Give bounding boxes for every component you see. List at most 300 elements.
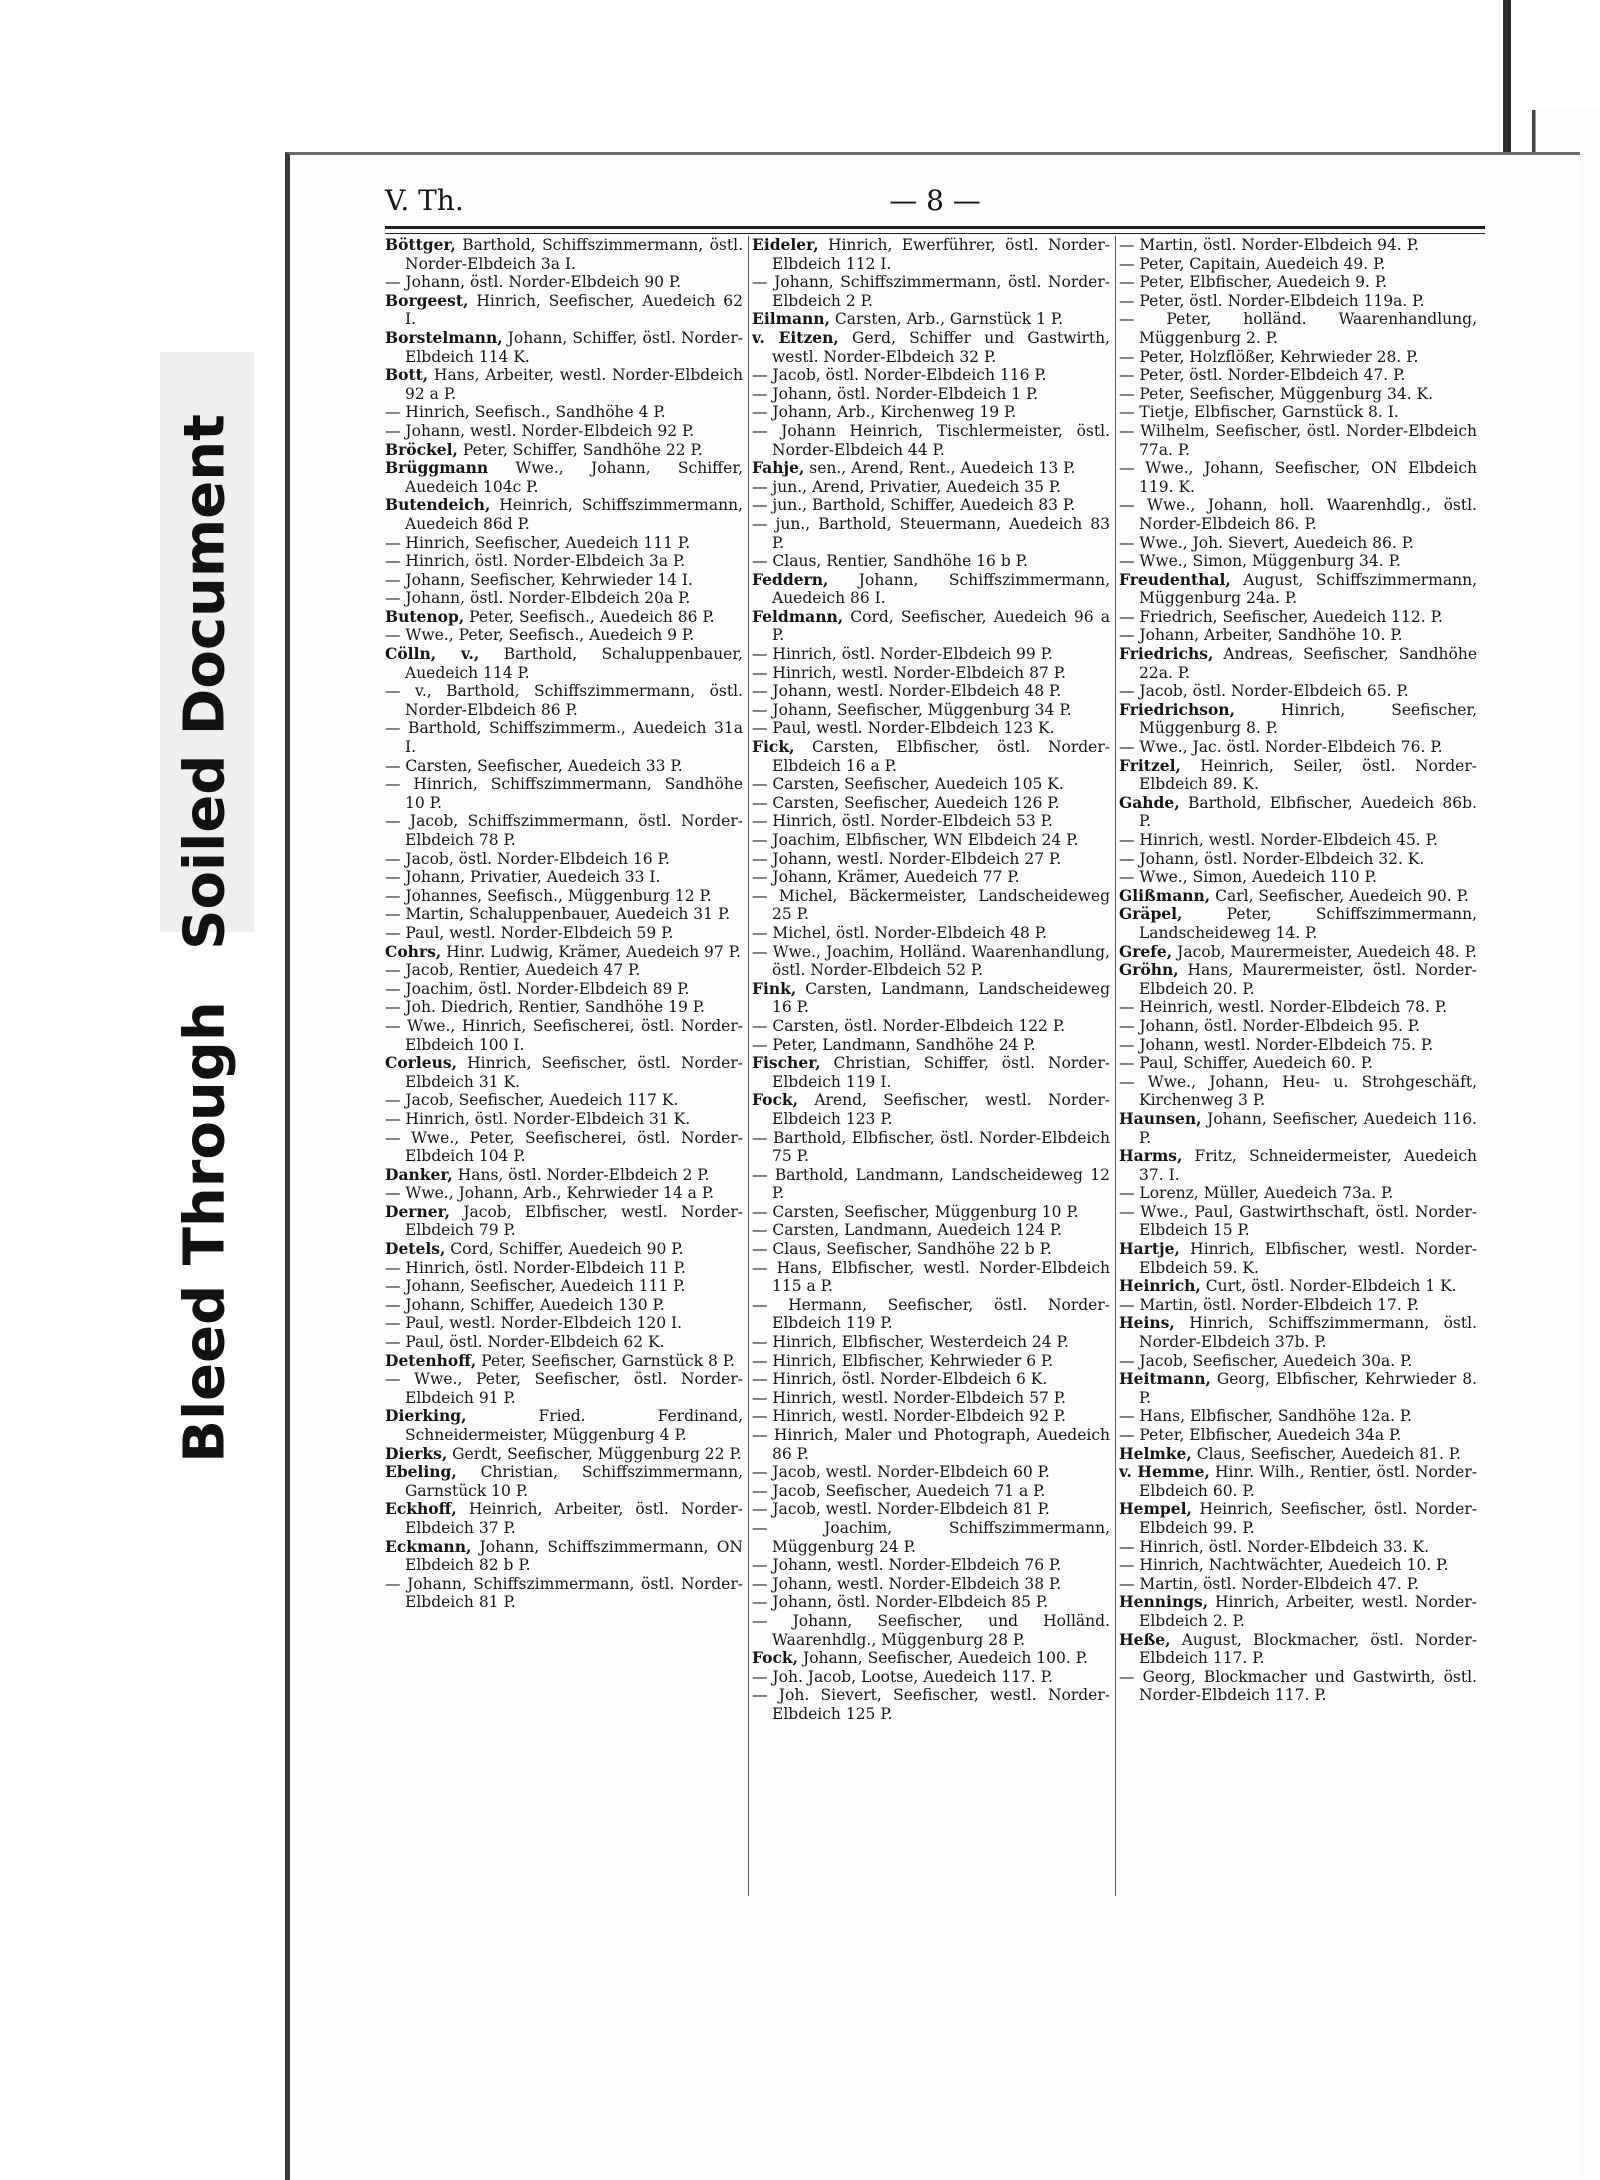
- directory-entry: [752, 1463, 1110, 1482]
- entry-surname: Bröckel,: [385, 439, 458, 459]
- entry-details: — Johann, östl. Norder-Elbdeich 85 P.: [752, 1593, 1049, 1612]
- header-rule: [385, 226, 1485, 234]
- entry-details: — Jacob, Seefischer, Auedeich 30a. P.: [1119, 1351, 1413, 1370]
- directory-entry: [752, 1240, 1110, 1259]
- directory-entry: [752, 775, 1110, 794]
- entry-surname: Glißmann,: [1119, 885, 1211, 905]
- entry-surname: Grefe,: [1119, 941, 1173, 961]
- entry-details: — Hinrich, westl. Norder-Elbdeich 92 P.: [752, 1407, 1066, 1426]
- directory-entry: [752, 515, 1110, 552]
- directory-entry: [752, 1649, 1110, 1668]
- directory-entry: [752, 1426, 1110, 1463]
- entry-surname: Fock,: [752, 1090, 799, 1110]
- entry-surname: Friedrichson,: [1119, 699, 1235, 719]
- entry-details: Hinrich, Schiffszimmermann, östl. Norder-Elbdeich 37b. P.: [1139, 1314, 1477, 1352]
- directory-entry: [385, 552, 743, 571]
- directory-entry: [1119, 1036, 1477, 1055]
- entry-details: Cord, Schiffer, Auedeich 90 P.: [445, 1240, 684, 1259]
- directory-entry: [752, 924, 1110, 943]
- directory-entry: [752, 943, 1110, 980]
- entry-details: Claus, Seefischer, Auedeich 81. P.: [1191, 1444, 1462, 1463]
- entry-surname: Fick,: [752, 737, 795, 757]
- entry-details: — Peter, östl. Norder-Elbdeich 47. P.: [1119, 366, 1406, 385]
- entry-details: — Hinrich, westl. Norder-Elbdeich 57 P.: [752, 1388, 1066, 1407]
- directory-column-1: [385, 236, 743, 2026]
- directory-entry: [385, 441, 743, 460]
- entry-details: — Joh. Jacob, Lootse, Auedeich 117. P.: [752, 1667, 1053, 1686]
- directory-entry: [385, 924, 743, 943]
- entry-details: — Heinrich, westl. Norder-Elbdeich 78. P.: [1119, 998, 1448, 1017]
- entry-details: — Johann, westl. Norder-Elbdeich 27 P.: [752, 849, 1062, 868]
- entry-details: — Johann, Privatier, Auedeich 33 I.: [385, 868, 661, 887]
- entry-details: — Jacob, westl. Norder-Elbdeich 60 P.: [752, 1463, 1050, 1482]
- entry-details: Johann, Seefischer, Auedeich 100. P.: [798, 1649, 1088, 1668]
- directory-entry: [1119, 794, 1477, 831]
- entry-details: Curt, östl. Norder-Elbdeich 1 K.: [1200, 1277, 1457, 1296]
- entry-details: — Johann, östl. Norder-Elbdeich 20a P.: [385, 589, 691, 608]
- entry-surname: Dierking,: [385, 1406, 467, 1426]
- entry-surname: Hennings,: [1119, 1592, 1209, 1612]
- directory-entry: [752, 552, 1110, 571]
- directory-entry: [752, 1575, 1110, 1594]
- directory-entry: [752, 1129, 1110, 1166]
- entry-details: — Hinrich, östl. Norder-Elbdeich 6 K.: [752, 1370, 1048, 1389]
- entry-details: — Wwe., Peter, Seefischerei, östl. Norder-Elbdeich 104 P.: [385, 1128, 743, 1166]
- directory-entry: [1119, 552, 1477, 571]
- bleed-through-label: Bleed Through: [172, 1001, 238, 1463]
- directory-entry: [1119, 1370, 1477, 1407]
- entry-details: — Wwe., Simon, Auedeich 110 P.: [1119, 868, 1377, 887]
- entry-details: — Johann, östl. Norder-Elbdeich 32. K.: [1119, 849, 1425, 868]
- entry-details: — Paul, westl. Norder-Elbdeich 59 P.: [385, 923, 674, 942]
- entry-details: sen., Arend, Rent., Auedeich 13 P.: [804, 459, 1076, 478]
- directory-entry: [1119, 422, 1477, 459]
- entry-details: — jun., Arend, Privatier, Auedeich 35 P.: [752, 477, 1062, 496]
- entry-details: — Peter, östl. Norder-Elbdeich 119a. P.: [1119, 291, 1425, 310]
- entry-details: Carsten, Landmann, Landscheideweg 16 P.: [772, 979, 1110, 1017]
- entry-surname: Butenop,: [385, 606, 465, 626]
- entry-details: — Hinrich, westl. Norder-Elbdeich 87 P.: [752, 663, 1066, 682]
- directory-entry: [385, 1091, 743, 1110]
- directory-entry: [1119, 1073, 1477, 1110]
- directory-entry: [752, 850, 1110, 869]
- directory-entry: [385, 403, 743, 422]
- directory-entry: [752, 459, 1110, 478]
- directory-entry: [1119, 1054, 1477, 1073]
- entry-details: — Johann, Seefischer, und Holländ. Waarenhdlg., Müggenburg 28 P.: [752, 1611, 1110, 1649]
- directory-entry: [385, 961, 743, 980]
- entry-details: Arend, Seefischer, westl. Norder-Elbdeich 123 P.: [772, 1091, 1110, 1128]
- entry-details: Johann, Schiffer, östl. Norder-Elbdeich 114 K.: [405, 328, 743, 366]
- directory-entry: [752, 310, 1110, 329]
- directory-entry: [385, 589, 743, 608]
- directory-entry: [752, 608, 1110, 645]
- entry-details: — Joachim, Elbfischer, WN Elbdeich 24 P.: [752, 831, 1079, 849]
- entry-details: Carl, Seefischer, Auedeich 90. P.: [1210, 886, 1469, 905]
- entry-details: Hinrich, Seefischer, Müggenburg 8. P.: [1139, 700, 1477, 738]
- directory-entry: [1119, 757, 1477, 794]
- directory-entry: [385, 905, 743, 924]
- entry-surname: Fahje,: [752, 458, 805, 478]
- directory-entry: [385, 868, 743, 887]
- entry-details: — Johann, Seefischer, Müggenburg 34 P.: [752, 700, 1072, 719]
- directory-entry: [1119, 1352, 1477, 1371]
- entry-details: — Wilhelm, Seefischer, östl. Norder-Elbdeich 77a. P.: [1119, 421, 1477, 459]
- entry-details: Gerdt, Seefischer, Müggenburg 22 P.: [447, 1444, 742, 1463]
- entry-details: — Wwe., Johann, holl. Waarenhdlg., östl. Norder-Elbdeich 86. P.: [1119, 496, 1477, 533]
- entry-details: Christian, Schiffszimmermann, Garnstück 10 P.: [405, 1463, 743, 1500]
- directory-entry: [1119, 887, 1477, 906]
- entry-details: Heinrich, Seefischer, östl. Norder-Elbdeich 99. P.: [1139, 1500, 1477, 1537]
- directory-entry: [385, 1110, 743, 1129]
- entry-details: — Carsten, östl. Norder-Elbdeich 122 P.: [752, 1016, 1066, 1035]
- entry-details: August, Blockmacher, östl. Norder-Elbdeich 117. P.: [1139, 1630, 1477, 1668]
- directory-entry: [1119, 1538, 1477, 1557]
- entry-details: — Carsten, Seefischer, Auedeich 33 P.: [385, 756, 683, 775]
- entry-details: — Wwe., Peter, Seefisch., Auedeich 9 P.: [385, 626, 695, 645]
- entry-details: — Joachim, Schiffszimmermann, Müggenburg 24 P.: [752, 1518, 1110, 1556]
- entry-details: — Peter, Seefischer, Müggenburg 34. K.: [1119, 384, 1434, 403]
- entry-details: Hans, östl. Norder-Elbdeich 2 P.: [452, 1165, 710, 1184]
- directory-entry: [1119, 1426, 1477, 1445]
- directory-entry: [385, 1184, 743, 1203]
- directory-entry: [1119, 385, 1477, 404]
- entry-surname: Detenhoff,: [385, 1350, 477, 1370]
- entry-details: — Wwe., Paul, Gastwirthschaft, östl. Norder-Elbdeich 15 P.: [1119, 1202, 1477, 1240]
- entry-details: Johann, Schiffszimmermann, Auedeich 86 I.: [772, 570, 1110, 608]
- entry-details: — Claus, Rentier, Sandhöhe 16 b P.: [752, 552, 1028, 571]
- entry-details: — Peter, Elbfischer, Auedeich 9. P.: [1119, 273, 1388, 292]
- entry-details: — Martin, östl. Norder-Elbdeich 17. P.: [1119, 1295, 1419, 1314]
- entry-details: — Jacob, Seefischer, Auedeich 117 K.: [385, 1091, 679, 1110]
- entry-details: — Claus, Seefischer, Sandhöhe 22 b P.: [752, 1240, 1052, 1259]
- directory-entry: [385, 273, 743, 292]
- entry-surname: Brüggmann: [385, 458, 489, 478]
- entry-details: — Jacob, Seefischer, Auedeich 71 a P.: [752, 1481, 1046, 1500]
- directory-entry: [385, 812, 743, 849]
- directory-entry: [385, 943, 743, 962]
- entry-details: — Johann, westl. Norder-Elbdeich 76 P.: [752, 1556, 1062, 1575]
- entry-details: Peter, Seefisch., Auedeich 86 P.: [464, 607, 715, 626]
- entry-surname: Gahde,: [1119, 792, 1180, 812]
- entry-details: — Carsten, Seefischer, Auedeich 126 P.: [752, 793, 1060, 812]
- entry-details: Peter, Seefischer, Garnstück 8 P.: [476, 1351, 735, 1370]
- entry-details: — Hinrich, Seefisch., Sandhöhe 4 P.: [385, 403, 666, 422]
- entry-details: — Johann, östl. Norder-Elbdeich 1 P.: [752, 384, 1039, 403]
- directory-entry: [1119, 738, 1477, 757]
- entry-surname: Eckhoff,: [385, 1499, 457, 1519]
- entry-details: — Hinrich, westl. Norder-Elbdeich 45. P.: [1119, 831, 1438, 849]
- directory-entry: [385, 496, 743, 533]
- entry-details: — Jacob, östl. Norder-Elbdeich 116 P.: [752, 366, 1047, 385]
- directory-entry: [385, 1333, 743, 1352]
- entry-surname: Freudenthal,: [1119, 569, 1231, 589]
- directory-entry: [752, 1259, 1110, 1296]
- entry-details: — Johann, westl. Norder-Elbdeich 75. P.: [1119, 1035, 1434, 1054]
- directory-entry: [752, 403, 1110, 422]
- entry-details: — Johannes, Seefisch., Müggenburg 12 P.: [385, 886, 712, 905]
- directory-entry: [385, 775, 743, 812]
- directory-entry: [385, 1240, 743, 1259]
- entry-details: Johann, Seefischer, Auedeich 116. P.: [1139, 1109, 1477, 1147]
- directory-entry: [385, 292, 743, 329]
- directory-entry: [385, 422, 743, 441]
- entry-details: — Johann, Arbeiter, Sandhöhe 10. P.: [1119, 626, 1403, 645]
- entry-details: — Johann Heinrich, Tischlermeister, östl. Norder-Elbdeich 44 P.: [752, 421, 1110, 459]
- directory-entry: [752, 366, 1110, 385]
- directory-entry: [385, 1314, 743, 1333]
- entry-details: Fried. Ferdinand, Schneidermeister, Müggenburg 4 P.: [405, 1407, 743, 1444]
- directory-entry: [1119, 1314, 1477, 1351]
- directory-entry: [752, 273, 1110, 310]
- directory-entry: [1119, 1277, 1477, 1296]
- entry-details: — Paul, westl. Norder-Elbdeich 123 K.: [752, 719, 1055, 738]
- entry-surname: v. Eitzen,: [752, 327, 839, 347]
- entry-details: Georg, Elbfischer, Kehrwieder 8. P.: [1139, 1370, 1477, 1407]
- directory-entry: [752, 329, 1110, 366]
- entry-surname: Bott,: [385, 365, 429, 385]
- directory-entry: [752, 236, 1110, 273]
- directory-entry: [385, 1166, 743, 1185]
- entry-details: — Wwe., Joachim, Holländ. Waarenhandlung, östl. Norder-Elbdeich 52 P.: [752, 942, 1110, 980]
- entry-details: — Friedrich, Seefischer, Auedeich 112. P.: [1119, 607, 1443, 626]
- directory-entry: [385, 1054, 743, 1091]
- directory-entry: [752, 478, 1110, 497]
- entry-details: Hans, Arbeiter, westl. Norder-Elbdeich 92 a P.: [405, 366, 743, 403]
- entry-details: — Hans, Elbfischer, westl. Norder-Elbdeich 115 a P.: [752, 1258, 1110, 1296]
- directory-entry: [1119, 701, 1477, 738]
- entry-details: Hinr. Wilh., Rentier, östl. Norder-Elbdeich 60. P.: [1139, 1463, 1477, 1500]
- directory-entry: [1119, 459, 1477, 496]
- directory-entry: [385, 626, 743, 645]
- entry-details: — Paul, östl. Norder-Elbdeich 62 K.: [385, 1333, 665, 1352]
- entry-details: Hans, Maurermeister, östl. Norder-Elbdeich 20. P.: [1139, 961, 1477, 998]
- entry-details: — Hinrich, östl. Norder-Elbdeich 31 K.: [385, 1109, 691, 1128]
- entry-details: — Johann, Arb., Kirchenweg 19 P.: [752, 403, 1017, 422]
- entry-details: Heinrich, Seiler, östl. Norder-Elbdeich 89. K.: [1139, 756, 1477, 794]
- entry-details: — Barthold, Elbfischer, östl. Norder-Elbdeich 75 P.: [752, 1128, 1110, 1166]
- directory-entry: [1119, 1296, 1477, 1315]
- entry-details: — Georg, Blockmacher und Gastwirth, östl. Norder-Elbdeich 117. P.: [1119, 1667, 1477, 1705]
- entry-details: Barthold, Schiffszimmermann, östl. Norder-Elbdeich 3a I.: [405, 236, 743, 273]
- entry-details: — Johann, westl. Norder-Elbdeich 92 P.: [385, 421, 695, 440]
- directory-entry: [752, 385, 1110, 404]
- entry-details: — Johann, Schiffer, Auedeich 130 P.: [385, 1295, 665, 1314]
- directory-entry: [1119, 496, 1477, 533]
- entry-details: Heinrich, Arbeiter, östl. Norder-Elbdeich 37 P.: [405, 1500, 743, 1537]
- soiled-document-label: Soiled Document: [172, 414, 238, 950]
- entry-surname: Fritzel,: [1119, 755, 1181, 775]
- directory-entry: [1119, 1407, 1477, 1426]
- directory-entry: [752, 701, 1110, 720]
- directory-entry: [1119, 868, 1477, 887]
- entry-details: — Peter, Holzflößer, Kehrwieder 28. P.: [1119, 347, 1419, 366]
- entry-details: — Carsten, Seefischer, Auedeich 105 K.: [752, 775, 1064, 794]
- entry-details: Hinrich, Elbfischer, westl. Norder-Elbdeich 59. K.: [1139, 1240, 1477, 1277]
- entry-details: — Hinrich, Seefischer, Auedeich 111 P.: [385, 533, 691, 552]
- directory-entry: [1119, 255, 1477, 274]
- directory-entry: [385, 1445, 743, 1464]
- directory-entry: [752, 1500, 1110, 1519]
- entry-details: — v., Barthold, Schiffszimmermann, östl. Norder-Elbdeich 86 P.: [385, 682, 743, 719]
- directory-entry: [752, 1519, 1110, 1556]
- entry-surname: Eilmann,: [752, 309, 830, 329]
- section-label: V. Th.: [385, 184, 464, 217]
- entry-details: — Hinrich, Elbfischer, Kehrwieder 6 P.: [752, 1351, 1054, 1370]
- entry-details: — Carsten, Landmann, Auedeich 124 P.: [752, 1221, 1063, 1240]
- directory-entry: [385, 887, 743, 906]
- entry-details: August, Schiffszimmermann, Müggenburg 24a. P.: [1139, 570, 1477, 608]
- directory-entry: [385, 1370, 743, 1407]
- entry-details: — Wwe., Johann, Seefischer, ON Elbdeich 119. K.: [1119, 459, 1477, 496]
- entry-details: — Carsten, Seefischer, Müggenburg 10 P.: [752, 1202, 1079, 1221]
- entry-details: Jacob, Elbfischer, westl. Norder-Elbdeich 79 P.: [405, 1202, 743, 1240]
- entry-details: — Hinrich, östl. Norder-Elbdeich 3a P.: [385, 552, 686, 571]
- directory-entry: [385, 1538, 743, 1575]
- entry-details: Wwe., Johann, Schiffer, Auedeich 104c P.: [405, 459, 743, 496]
- page-number: — 8 —: [889, 184, 981, 217]
- entry-details: — Hinrich, östl. Norder-Elbdeich 33. K.: [1119, 1537, 1430, 1556]
- entry-surname: Heinrich,: [1119, 1276, 1201, 1296]
- directory-entry: [752, 980, 1110, 1017]
- directory-entry: [1119, 1500, 1477, 1537]
- entry-details: — Wwe., Peter, Seefischer, östl. Norder-Elbdeich 91 P.: [385, 1370, 743, 1407]
- directory-entry: [385, 236, 743, 273]
- entry-surname: Feldmann,: [752, 606, 844, 626]
- entry-surname: Detels,: [385, 1239, 446, 1259]
- entry-surname: Heins,: [1119, 1313, 1175, 1333]
- directory-entry: [752, 1091, 1110, 1128]
- entry-details: — Martin, östl. Norder-Elbdeich 94. P.: [1119, 236, 1419, 254]
- entry-surname: Hempel,: [1119, 1499, 1192, 1519]
- directory-entry: [1119, 1463, 1477, 1500]
- entry-details: — Tietje, Elbfischer, Garnstück 8. I.: [1119, 403, 1399, 422]
- entry-details: — Hermann, Seefischer, östl. Norder-Elbdeich 119 P.: [752, 1295, 1110, 1333]
- directory-entry: [385, 366, 743, 403]
- entry-details: Hinr. Ludwig, Krämer, Auedeich 97 P.: [441, 942, 741, 961]
- directory-entry: [385, 1463, 743, 1500]
- directory-entry: [752, 645, 1110, 664]
- directory-column-3: [1119, 236, 1477, 2026]
- entry-surname: Derner,: [385, 1201, 451, 1221]
- directory-entry: [1119, 943, 1477, 962]
- directory-entry: [385, 757, 743, 776]
- entry-details: — Wwe., Johann, Arb., Kehrwieder 14 a P.: [385, 1184, 715, 1203]
- directory-entry: [752, 1054, 1110, 1091]
- entry-surname: Fischer,: [752, 1053, 821, 1073]
- entry-surname: Hartje,: [1119, 1239, 1180, 1259]
- entry-surname: Fink,: [752, 978, 797, 998]
- entry-surname: Haunsen,: [1119, 1108, 1202, 1128]
- entry-surname: Gräpel,: [1119, 904, 1183, 924]
- directory-entry: [1119, 1184, 1477, 1203]
- directory-entry: [752, 664, 1110, 683]
- directory-entry: [1119, 292, 1477, 311]
- directory-entry: [1119, 273, 1477, 292]
- column-divider: [748, 236, 749, 1896]
- directory-entry: [1119, 571, 1477, 608]
- entry-details: — Johann, östl. Norder-Elbdeich 95. P.: [1119, 1016, 1421, 1035]
- directory-entry: [385, 1575, 743, 1612]
- entry-details: — Hinrich, östl. Norder-Elbdeich 99 P.: [752, 645, 1053, 664]
- entry-surname: Cohrs,: [385, 941, 442, 961]
- entry-details: — Wwe., Johann, Heu- u. Strohgeschäft, Kirchenweg 3 P.: [1119, 1072, 1477, 1110]
- entry-details: — Jacob, Rentier, Auedeich 47 P.: [385, 961, 641, 980]
- directory-entry: [1119, 403, 1477, 422]
- directory-entry: [1119, 961, 1477, 998]
- entry-surname: Eideler,: [752, 236, 819, 254]
- entry-details: — Johann, östl. Norder-Elbdeich 90 P.: [385, 273, 682, 292]
- directory-entry: [385, 1352, 743, 1371]
- directory-entry: [385, 645, 743, 682]
- directory-entry: [1119, 1668, 1477, 1705]
- entry-surname: Ebeling,: [385, 1462, 457, 1482]
- directory-entry: [752, 1668, 1110, 1687]
- entry-surname: Heße,: [1119, 1629, 1171, 1649]
- directory-entry: [752, 1389, 1110, 1408]
- entry-details: Hinrich, Ewerführer, östl. Norder-Elbdeich 112 I.: [772, 236, 1110, 273]
- entry-details: Peter, Schiffer, Sandhöhe 22 P.: [457, 440, 703, 459]
- entry-details: — Lorenz, Müller, Auedeich 73a. P.: [1119, 1184, 1394, 1203]
- entry-details: — Michel, Bäckermeister, Landscheideweg 25 P.: [752, 886, 1110, 924]
- directory-entry: [752, 1612, 1110, 1649]
- directory-entry: [752, 1333, 1110, 1352]
- entry-details: Johann, Schiffszimmermann, ON Elbdeich 82 b P.: [405, 1537, 743, 1575]
- entry-details: Carsten, Elbfischer, östl. Norder-Elbdeich 16 a P.: [772, 738, 1110, 775]
- entry-details: — Wwe., Simon, Müggenburg 34. P.: [1119, 552, 1401, 571]
- entry-details: Barthold, Elbfischer, Auedeich 86b. P.: [1139, 793, 1477, 831]
- entry-surname: Corleus,: [385, 1053, 457, 1073]
- directory-entry: [1119, 831, 1477, 850]
- entry-surname: Borstelmann,: [385, 327, 503, 347]
- directory-entry: [385, 1277, 743, 1296]
- directory-entry: [752, 868, 1110, 887]
- directory-entry: [1119, 1147, 1477, 1184]
- directory-entry: [752, 1482, 1110, 1501]
- entry-details: — Johann, Schiffszimmermann, östl. Norder-Elbdeich 2 P.: [752, 273, 1110, 310]
- directory-entry: [385, 1129, 743, 1166]
- entry-surname: Böttger,: [385, 236, 456, 254]
- directory-entry: [1119, 1556, 1477, 1575]
- entry-surname: Feddern,: [752, 569, 829, 589]
- directory-column-2: [752, 236, 1110, 2026]
- directory-entry: [752, 682, 1110, 701]
- entry-details: — Peter, Elbfischer, Auedeich 34a P.: [1119, 1426, 1402, 1444]
- entry-surname: Eckmann,: [385, 1536, 472, 1556]
- entry-details: — Joachim, östl. Norder-Elbdeich 89 P.: [385, 979, 690, 998]
- directory-entry: [1119, 1017, 1477, 1036]
- directory-entry: [752, 1166, 1110, 1203]
- entry-details: Fritz, Schneidermeister, Auedeich 37. I.: [1139, 1147, 1477, 1184]
- entry-details: — Martin, Schaluppenbauer, Auedeich 31 P.: [385, 905, 731, 924]
- directory-entry: [752, 719, 1110, 738]
- directory-entry: [385, 1500, 743, 1537]
- directory-entry: [752, 1036, 1110, 1055]
- entry-details: — Martin, östl. Norder-Elbdeich 47. P.: [1119, 1574, 1419, 1593]
- entry-details: — Johann, Schiffszimmermann, östl. Norder-Elbdeich 81 P.: [385, 1574, 743, 1612]
- directory-entry: [1119, 905, 1477, 942]
- directory-entry: [385, 1259, 743, 1278]
- entry-surname: v. Hemme,: [1119, 1462, 1210, 1482]
- entry-details: — Michel, östl. Norder-Elbdeich 48 P.: [752, 923, 1047, 942]
- entry-details: — jun., Barthold, Steuermann, Auedeich 83 P.: [752, 514, 1110, 552]
- directory-entry: [1119, 236, 1477, 255]
- directory-entry: [385, 329, 743, 366]
- entry-surname: Heitmann,: [1119, 1369, 1211, 1389]
- entry-surname: Dierks,: [385, 1443, 448, 1463]
- entry-details: Heinrich, Schiffszimmermann, Auedeich 86d P.: [405, 496, 743, 533]
- directory-entry: [1119, 310, 1477, 347]
